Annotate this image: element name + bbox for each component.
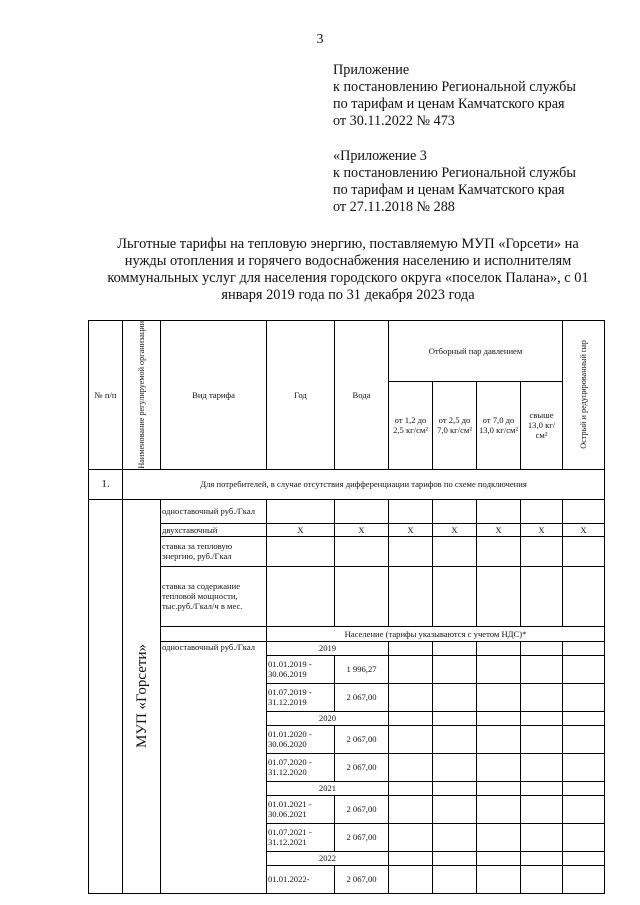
- empty-cell: [563, 655, 605, 683]
- appendix-line: от 30.11.2022 № 473: [333, 113, 455, 129]
- empty-cell: [477, 566, 521, 626]
- empty-cell: [433, 851, 477, 865]
- year-label: 2022: [267, 851, 389, 865]
- empty-cell: [521, 795, 563, 823]
- section-title: Для потребителей, в случае отсутствия дифференциации тарифов по схеме подключения: [123, 469, 605, 499]
- population-row: [89, 626, 605, 641]
- page-number: 3: [316, 32, 324, 47]
- empty-cell: [433, 566, 477, 626]
- empty-cell: [563, 499, 605, 523]
- tariff-value: 1 996,27: [335, 655, 389, 683]
- empty-cell: [563, 851, 605, 865]
- period-label: 01.01.2020 - 30.06.2020: [267, 725, 335, 753]
- empty-cell: [521, 536, 563, 566]
- empty-cell: [477, 851, 521, 865]
- tariff-table: [88, 320, 605, 894]
- empty-cell: [389, 711, 433, 725]
- empty-cell: [521, 566, 563, 626]
- one-part-row: [89, 499, 605, 523]
- empty-cell: [521, 781, 563, 795]
- empty-cell: [563, 795, 605, 823]
- empty-cell: [335, 536, 389, 566]
- empty-cell: [433, 711, 477, 725]
- heat-rate-row: [89, 536, 605, 566]
- header-row-1: [89, 321, 605, 382]
- x-mark: Х: [521, 523, 563, 536]
- period-label: 01.01.2021 - 30.06.2021: [267, 795, 335, 823]
- empty-cell: [477, 683, 521, 711]
- header-pressure-4: свыше 13,0 кг/см²: [521, 381, 563, 469]
- tariff-value: 2 067,00: [335, 753, 389, 781]
- appendix-line: к постановлению Региональной службы: [333, 165, 576, 181]
- header-pressure-3: от 7,0 до 13,0 кг/см²: [477, 381, 521, 469]
- empty-cell: [433, 753, 477, 781]
- empty-cell: [563, 823, 605, 851]
- header-num: № п/п: [89, 321, 123, 470]
- empty-cell: [389, 683, 433, 711]
- year-label: 2020: [267, 711, 389, 725]
- population-title: Население (тарифы указываются с учетом НДС)*: [267, 626, 605, 641]
- period-label: 01.01.2022-: [267, 865, 335, 893]
- empty-cell: [477, 865, 521, 893]
- empty-cell: [433, 781, 477, 795]
- x-mark: Х: [477, 523, 521, 536]
- capacity-rate-row: [89, 566, 605, 626]
- empty-cell: [389, 851, 433, 865]
- empty-cell: [521, 753, 563, 781]
- empty-cell: [161, 626, 267, 641]
- empty-cell: [521, 711, 563, 725]
- section-row: [89, 469, 605, 499]
- appendix-line: к постановлению Региональной службы: [333, 79, 576, 95]
- empty-cell: [521, 823, 563, 851]
- empty-cell: [563, 711, 605, 725]
- empty-cell: [433, 641, 477, 655]
- empty-cell: [521, 865, 563, 893]
- empty-cell: [563, 753, 605, 781]
- empty-cell: [389, 795, 433, 823]
- header-tariff-type: Вид тарифа: [161, 321, 267, 470]
- empty-cell: [433, 655, 477, 683]
- one-part-label: одноставочный руб./Гкал: [161, 499, 267, 523]
- empty-cell: [563, 566, 605, 626]
- period-label: 01.01.2019 - 30.06.2019: [267, 655, 335, 683]
- year-row: [89, 641, 605, 655]
- empty-cell: [389, 865, 433, 893]
- appendix-block-current: [333, 62, 576, 130]
- tariff-value: 2 067,00: [335, 725, 389, 753]
- header-pressure-1: от 1,2 до 2,5 кг/см²: [389, 381, 433, 469]
- tariff-value: 2 067,00: [335, 823, 389, 851]
- empty-cell: [267, 499, 335, 523]
- x-mark: Х: [433, 523, 477, 536]
- appendix-line: по тарифам и ценам Камчатского края: [333, 182, 565, 198]
- capacity-rate-label: ставка за содержание тепловой мощности, тыс.руб./Гкал/ч в мес.: [161, 566, 267, 626]
- empty-cell: [433, 865, 477, 893]
- year-label: 2019: [267, 641, 389, 655]
- org-name: МУП «Горсети»: [133, 644, 150, 749]
- empty-cell: [433, 725, 477, 753]
- empty-cell: [563, 725, 605, 753]
- empty-cell: [477, 655, 521, 683]
- empty-cell: [433, 823, 477, 851]
- x-mark: Х: [389, 523, 433, 536]
- header-org: [123, 321, 161, 470]
- empty-cell: [389, 655, 433, 683]
- empty-cell: [389, 499, 433, 523]
- empty-cell: [477, 753, 521, 781]
- empty-cell: [563, 865, 605, 893]
- empty-cell: [433, 683, 477, 711]
- header-org-text: Наименование регулируемой организации: [136, 321, 146, 469]
- empty-cell: [477, 536, 521, 566]
- empty-cell: [389, 566, 433, 626]
- empty-cell: [521, 725, 563, 753]
- empty-cell: [563, 683, 605, 711]
- tariff-value: 2 067,00: [335, 683, 389, 711]
- header-sharp-steam: [563, 321, 605, 470]
- empty-cell: [563, 536, 605, 566]
- empty-cell: [389, 536, 433, 566]
- empty-cell: [521, 851, 563, 865]
- empty-cell: [477, 711, 521, 725]
- appendix-line: от 27.11.2018 № 288: [333, 199, 455, 215]
- period-label: 01.07.2021 - 31.12.2021: [267, 823, 335, 851]
- number-cell-empty: [89, 499, 123, 893]
- x-mark: Х: [563, 523, 605, 536]
- empty-cell: [335, 499, 389, 523]
- empty-cell: [563, 641, 605, 655]
- empty-cell: [477, 823, 521, 851]
- empty-cell: [521, 641, 563, 655]
- year-label: 2021: [267, 781, 389, 795]
- period-label: 01.07.2020 - 31.12.2020: [267, 753, 335, 781]
- header-steam-group: Отборный пар давлением: [389, 321, 563, 382]
- empty-cell: [389, 753, 433, 781]
- empty-cell: [477, 725, 521, 753]
- empty-cell: [563, 781, 605, 795]
- x-mark: Х: [335, 523, 389, 536]
- appendix-line: Приложение: [333, 62, 410, 78]
- empty-cell: [389, 725, 433, 753]
- section-number: 1.: [89, 469, 123, 499]
- empty-cell: [521, 683, 563, 711]
- empty-cell: [477, 781, 521, 795]
- empty-cell: [433, 499, 477, 523]
- empty-cell: [389, 823, 433, 851]
- org-name-cell: [123, 499, 161, 893]
- heat-rate-label: ставка за тепловую энергию, руб./Гкал: [161, 536, 267, 566]
- empty-cell: [521, 499, 563, 523]
- header-sharp-text: Острый и редуцированный пар: [578, 340, 588, 450]
- empty-cell: [389, 781, 433, 795]
- tariff-value: 2 067,00: [335, 865, 389, 893]
- empty-cell: [521, 655, 563, 683]
- header-pressure-2: от 2,5 до 7,0 кг/см²: [433, 381, 477, 469]
- document-title: Льготные тарифы на тепловую энергию, поставляемую МУП «Горсети» на нужды отопления и горячего водоснабжения населению и исполнителям коммунальных услуг для населения городского округа «поселок Палана», с 01 января 2019 года по 31 декабря 2023 года: [107, 236, 589, 303]
- empty-cell: [389, 641, 433, 655]
- empty-cell: [433, 536, 477, 566]
- header-water: Вода: [335, 321, 389, 470]
- empty-cell: [477, 795, 521, 823]
- empty-cell: [267, 566, 335, 626]
- empty-cell: [477, 499, 521, 523]
- empty-cell: [433, 795, 477, 823]
- x-mark: Х: [267, 523, 335, 536]
- tariff-value: 2 067,00: [335, 795, 389, 823]
- empty-cell: [477, 641, 521, 655]
- appendix-line: «Приложение 3: [333, 148, 427, 164]
- population-tariff-label: одноставочный руб./Гкал: [161, 641, 267, 893]
- header-year: Год: [267, 321, 335, 470]
- two-part-label: двухставочный: [161, 523, 267, 536]
- empty-cell: [267, 536, 335, 566]
- two-part-row: [89, 523, 605, 536]
- empty-cell: [335, 566, 389, 626]
- period-label: 01.07.2019 - 31.12.2019: [267, 683, 335, 711]
- appendix-line: по тарифам и ценам Камчатского края: [333, 96, 565, 112]
- appendix-block-original: [333, 148, 576, 216]
